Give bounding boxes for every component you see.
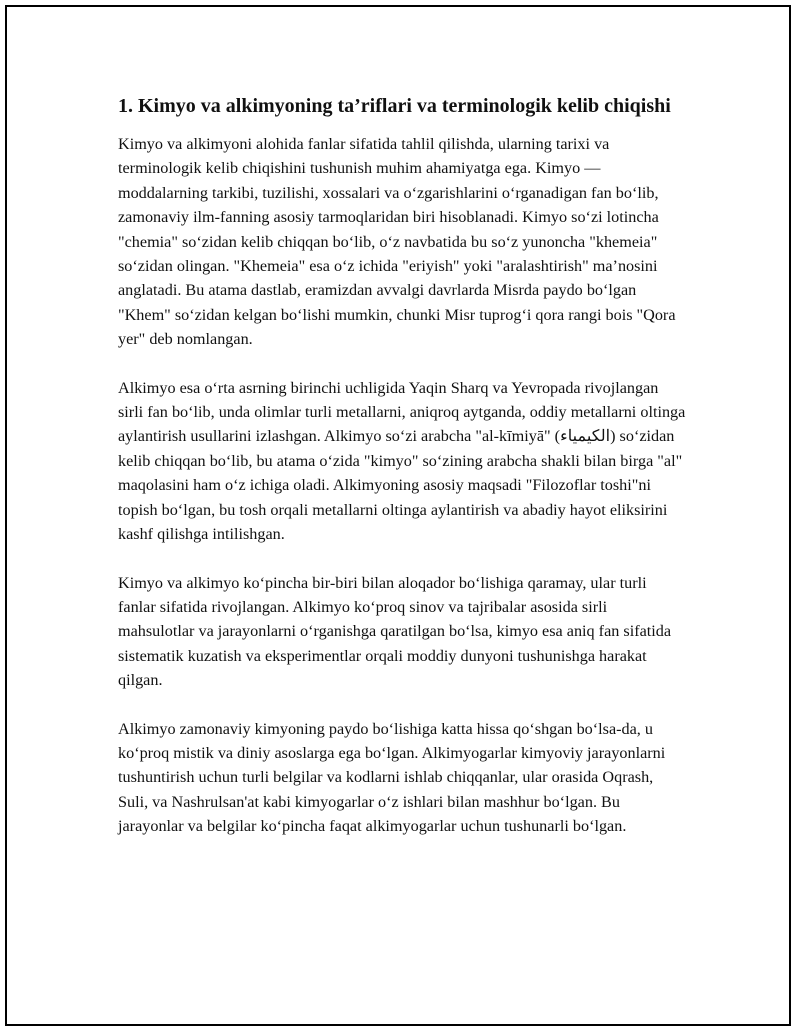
paragraph-4: Alkimyo zamonaviy kimyoning paydo bo‘lishiga katta hissa qo‘shgan bo‘lsa-da, u ko‘proq mistik va diniy asoslarga ega bo‘lgan. Alkimyogarlar kimyoviy jarayonlarni tushuntirish uchun turli belgilar va kodlarni ishlab chiqqanlar, ular orasida Oqrash, Suli, va Nashrulsan'at kabi kimyogarlar o‘z ishlari bilan mashhur bo‘lgan. Bu jarayonlar va belgilar ko‘pincha faqat alkimyogarlar uchun tushunarli bo‘lgan. bbox=[118, 719, 666, 836]
paragraph-1: Kimyo va alkimyoni alohida fanlar sifatida tahlil qilishda, ularning tarixi va terminologik kelib chiqishini tushunish muhim ahamiyatga ega. Kimyo — moddalarning tarkibi, tuzilishi, xossalari va o‘zgarishlarini o‘rganadigan fan bo‘lib, zamonaviy ilm-fanning asosiy tarmoqlaridan biri hisoblanadi. Kimyo so‘zi lotincha "chemia" so‘zidan kelib chiqqan bo‘lib, o‘z navbatida bu so‘z yunoncha "khemeia" so‘zidan olingan. "Khemeia" esa o‘z ichida "eriyish" yoki "aralashtirish" ma’nosini anglatadi. Bu atama dastlab, eramizdan avvalgi davrlarda Misrda paydo bo‘lgan "Khem" so‘zidan kelgan bo‘lishi mumkin, chunki Misr tuprog‘i qora rangi bois "Qora yer" deb nomlangan. bbox=[118, 135, 676, 349]
section-heading: 1. Kimyo va alkimyoning ta’riflari va terminologik kelib chiqishi bbox=[118, 95, 671, 117]
paragraph-3: Kimyo va alkimyo ko‘pincha bir-biri bilan aloqador bo‘lishiga qaramay, ular turli fanlar sifatida rivojlangan. Alkimyo ko‘proq sinov va tajribalar asosida sirli mahsulotlar va jarayonlarni o‘rganishga qaratilgan bo‘lsa, kimyo esa aniq fan sifatida sistematik kuzatish va eksperimentlar orqali moddiy dunyoni tushunishga harakat qilgan. bbox=[118, 573, 672, 690]
document-body bbox=[118, 92, 686, 863]
paragraph-2: Alkimyo esa o‘rta asrning birinchi uchligida Yaqin Sharq va Yevropada rivojlangan sirli fan bo‘lib, unda olimlar turli metallarni, aniqroq aytganda, oddiy metallarni oltinga aylantirish usullarini izlashgan. Alkimyo so‘zi arabcha "al-kīmiyā" (الكيمياء) so‘zidan kelib chiqqan bo‘lib, bu atama o‘zida "kimyo" so‘zining arabcha shakli bilan birga "al" maqolasini ham o‘z ichiga oladi. Alkimyoning asosiy maqsadi "Filozoflar toshi"ni topish bo‘lgan, bu tosh orqali metallarni oltinga aylantirish va abadiy hayot eliksirini kashf qilishga intilishgan. bbox=[118, 378, 686, 544]
